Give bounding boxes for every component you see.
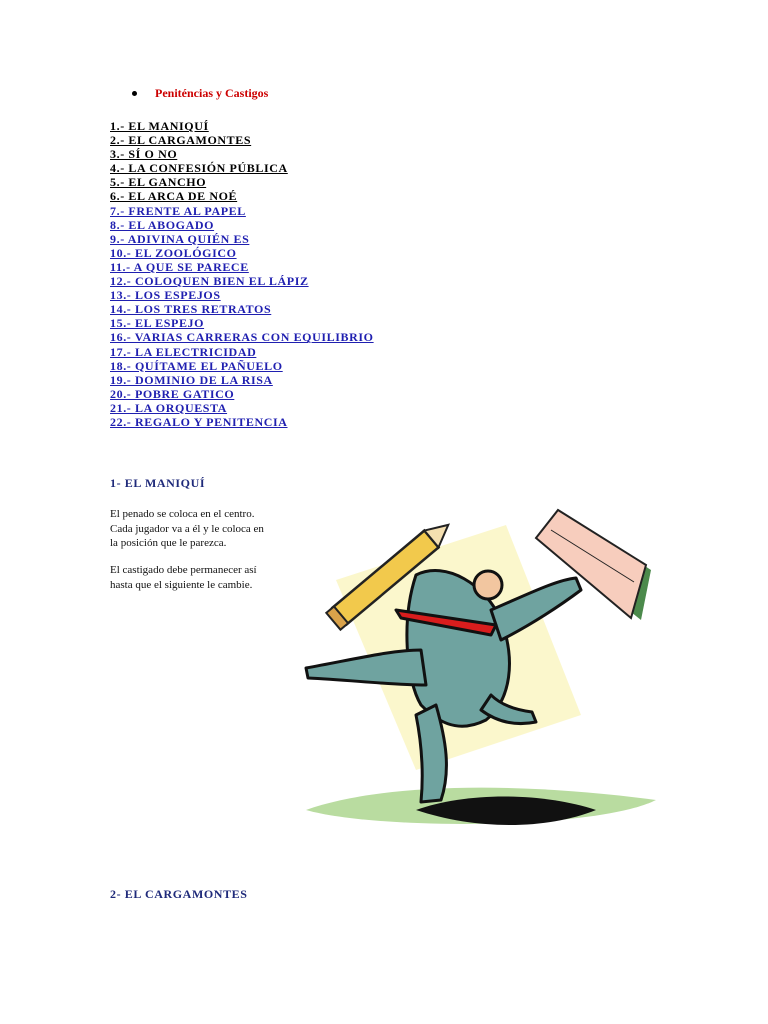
bullet-icon (132, 91, 137, 96)
toc-link[interactable]: 2.- EL CARGAMONTES (110, 133, 252, 148)
toc-link[interactable]: 16.- VARIAS CARRERAS CON EQUILIBRIO (110, 330, 374, 345)
section-heading (132, 86, 268, 101)
toc-link[interactable]: 3.- SÍ O NO (110, 147, 178, 162)
text-line: la posición que le parezca. (110, 537, 227, 549)
toc-link[interactable]: 15.- EL ESPEJO (110, 316, 205, 331)
text-line: El penado se coloca en el centro. (110, 508, 255, 520)
toc-link[interactable]: 5.- EL GANCHO (110, 175, 207, 190)
text-line: El castigado debe permanecer así (110, 564, 257, 576)
toc-link[interactable]: 12.- COLOQUEN BIEN EL LÁPIZ (110, 274, 309, 289)
table-of-contents (110, 119, 374, 429)
toc-link[interactable]: 6.- EL ARCA DE NOÉ (110, 189, 238, 204)
toc-link[interactable]: 11.- A QUE SE PARECE (110, 259, 249, 274)
toc-link[interactable]: 10.- EL ZOOLÓGICO (110, 245, 237, 260)
section-title-2: 2- EL CARGAMONTES (110, 887, 248, 901)
toc-link[interactable]: 21.- LA ORQUESTA (110, 400, 228, 415)
section-1-paragraph-1 (110, 507, 310, 551)
text-line: hasta que el siguiente le cambie. (110, 578, 253, 591)
toc-link[interactable]: 8.- EL ABOGADO (110, 217, 215, 232)
toc-link[interactable]: 20.- POBRE GATICO (110, 386, 235, 401)
toc-link[interactable]: 9.- ADIVINA QUIÉN ES (110, 231, 250, 246)
toc-link[interactable]: 22.- REGALO Y PENITENCIA (110, 414, 288, 429)
toc-link[interactable]: 7.- FRENTE AL PAPEL (110, 203, 246, 218)
toc-link[interactable]: 1.- EL MANIQUÍ (110, 119, 209, 133)
text-line: Cada jugador va a él y le coloca en (110, 522, 264, 535)
dancing-man-illustration (296, 500, 666, 840)
section-title-1: 1- EL MANIQUÍ (110, 476, 206, 490)
toc-link[interactable]: 18.- QUÍTAME EL PAÑUELO (110, 358, 283, 373)
section-1-paragraph-2 (110, 563, 310, 592)
toc-link[interactable]: 19.- DOMINIO DE LA RISA (110, 372, 273, 387)
toc-link[interactable]: 17.- LA ELECTRICIDAD (110, 344, 257, 359)
toc-link[interactable]: 13.- LOS ESPEJOS (110, 288, 221, 303)
toc-link[interactable]: 14.- LOS TRES RETRATOS (110, 302, 272, 317)
heading-text: Peniténcias y Castigos (155, 86, 269, 100)
toc-link[interactable]: 4.- LA CONFESIÓN PÚBLICA (110, 161, 288, 176)
